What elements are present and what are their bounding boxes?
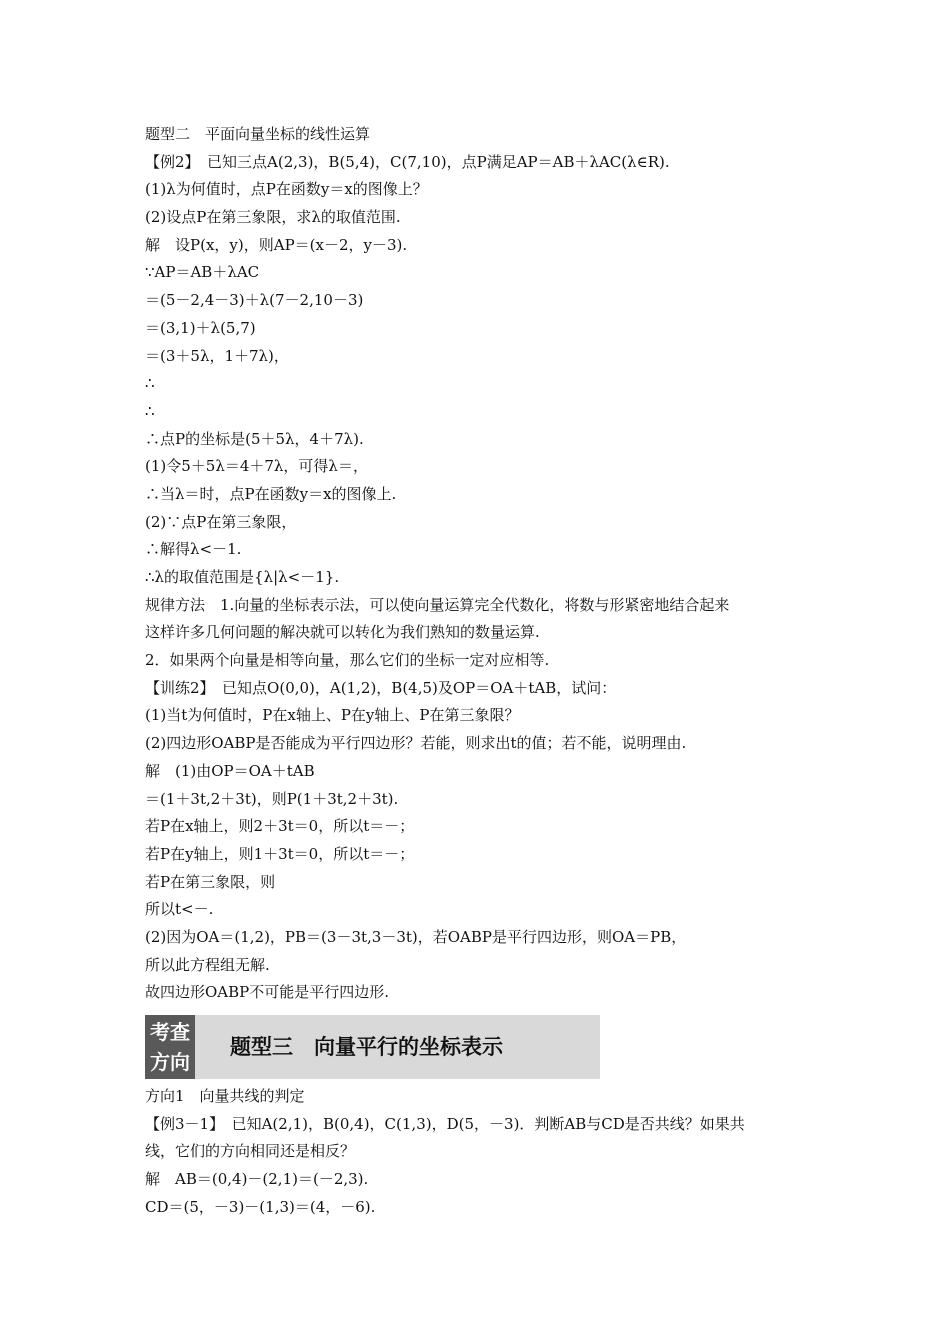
- text-line: (1)λ为何值时，点P在函数y＝x的图像上？: [145, 180, 428, 199]
- text-line: 这样许多几何问题的解决就可以转化为我们熟知的数量运算.: [145, 623, 540, 642]
- section-type-two: [145, 121, 815, 1007]
- banner-title: 题型三 向量平行的坐标表示: [230, 1035, 503, 1059]
- text-line: ∴点P的坐标是(5＋5λ，4＋7λ).: [145, 429, 364, 448]
- text-line: 【训练2】 已知点O(0,0)，A(1,2)，B(4,5)及OP＝OA＋tAB，试问：: [145, 678, 617, 697]
- text-line: ∴: [145, 374, 155, 393]
- section-type-three: [145, 1083, 815, 1221]
- section-banner: [145, 1015, 600, 1079]
- text-line: 线，它们的方向相同还是相反？: [145, 1142, 356, 1161]
- text-line: (2)四边形OABP是否能成为平行四边形？若能，则求出t的值；若不能，说明理由.: [145, 734, 687, 753]
- text-line: ∵AP＝AB＋λAC: [145, 263, 260, 282]
- text-line: (2)∵点P在第三象限，: [145, 512, 297, 531]
- text-line: 解 (1)由OP＝OA＋tAB: [145, 761, 315, 780]
- text-line: CD＝(5，－3)－(1,3)＝(4，－6).: [145, 1197, 376, 1216]
- text-line: ＝(1＋3t,2＋3t)，则P(1＋3t,2＋3t).: [145, 789, 399, 808]
- text-line: (1)当t为何值时，P在x轴上、P在y轴上、P在第三象限？: [145, 706, 520, 725]
- text-line: 若P在第三象限，则: [145, 872, 276, 891]
- document-page: [145, 121, 815, 1221]
- text-line: 故四边形OABP不可能是平行四边形.: [145, 983, 390, 1002]
- text-line: (2)因为OA＝(1,2)，PB＝(3－3t,3－3t)，若OABP是平行四边形，则OA＝PB，: [145, 927, 687, 946]
- text-line: 解 AB＝(0,4)－(2,1)＝(－2,3).: [145, 1170, 369, 1189]
- text-line: (1)令5＋5λ＝4＋7λ，可得λ＝，: [145, 457, 368, 476]
- text-line: 解 设P(x，y)，则AP＝(x－2，y－3).: [145, 235, 408, 254]
- text-line: 方向1 向量共线的判定: [145, 1087, 305, 1105]
- text-line: (2)设点P在第三象限，求λ的取值范围.: [145, 208, 401, 227]
- text-line: ＝(3,1)＋λ(5,7): [145, 318, 256, 337]
- text-line: ∴当λ＝时，点P在函数y＝x的图像上.: [145, 484, 397, 503]
- text-line: ＝(3＋5λ，1＋7λ)，: [145, 346, 289, 365]
- banner-tag-line2: 方向: [150, 1050, 190, 1074]
- text-line: ∴解得λ<－1.: [145, 540, 242, 559]
- text-line: 所以t<－.: [145, 900, 214, 919]
- banner-tag-line1: 考查: [150, 1020, 190, 1044]
- text-line: ∴: [145, 401, 155, 420]
- text-line: 2．如果两个向量是相等向量，那么它们的坐标一定对应相等.: [145, 651, 550, 670]
- text-line: ∴λ的取值范围是{λ|λ<－1}.: [145, 568, 340, 586]
- text-line: ＝(5－2,4－3)＋λ(7－2,10－3): [145, 291, 364, 310]
- text-line: 题型二 平面向量坐标的线性运算: [145, 125, 371, 143]
- text-line: 所以此方程组无解.: [145, 955, 270, 974]
- text-line: 【例3－1】 已知A(2,1)，B(0,4)，C(1,3)，D(5，－3)．判断AB与CD是否共线？如果共: [145, 1114, 745, 1133]
- banner-tag: [145, 1015, 195, 1079]
- text-line: 规律方法 1.向量的坐标表示法，可以使向量运算完全代数化，将数与形紧密地结合起来: [145, 595, 730, 614]
- text-line: 若P在y轴上，则1＋3t＝0，所以t＝－；: [145, 844, 415, 863]
- text-line: 【例2】 已知三点A(2,3)，B(5,4)，C(7,10)，点P满足AP＝AB＋λAC(λ∈R).: [145, 152, 670, 171]
- text-line: 若P在x轴上，则2＋3t＝0，所以t＝－；: [145, 817, 415, 836]
